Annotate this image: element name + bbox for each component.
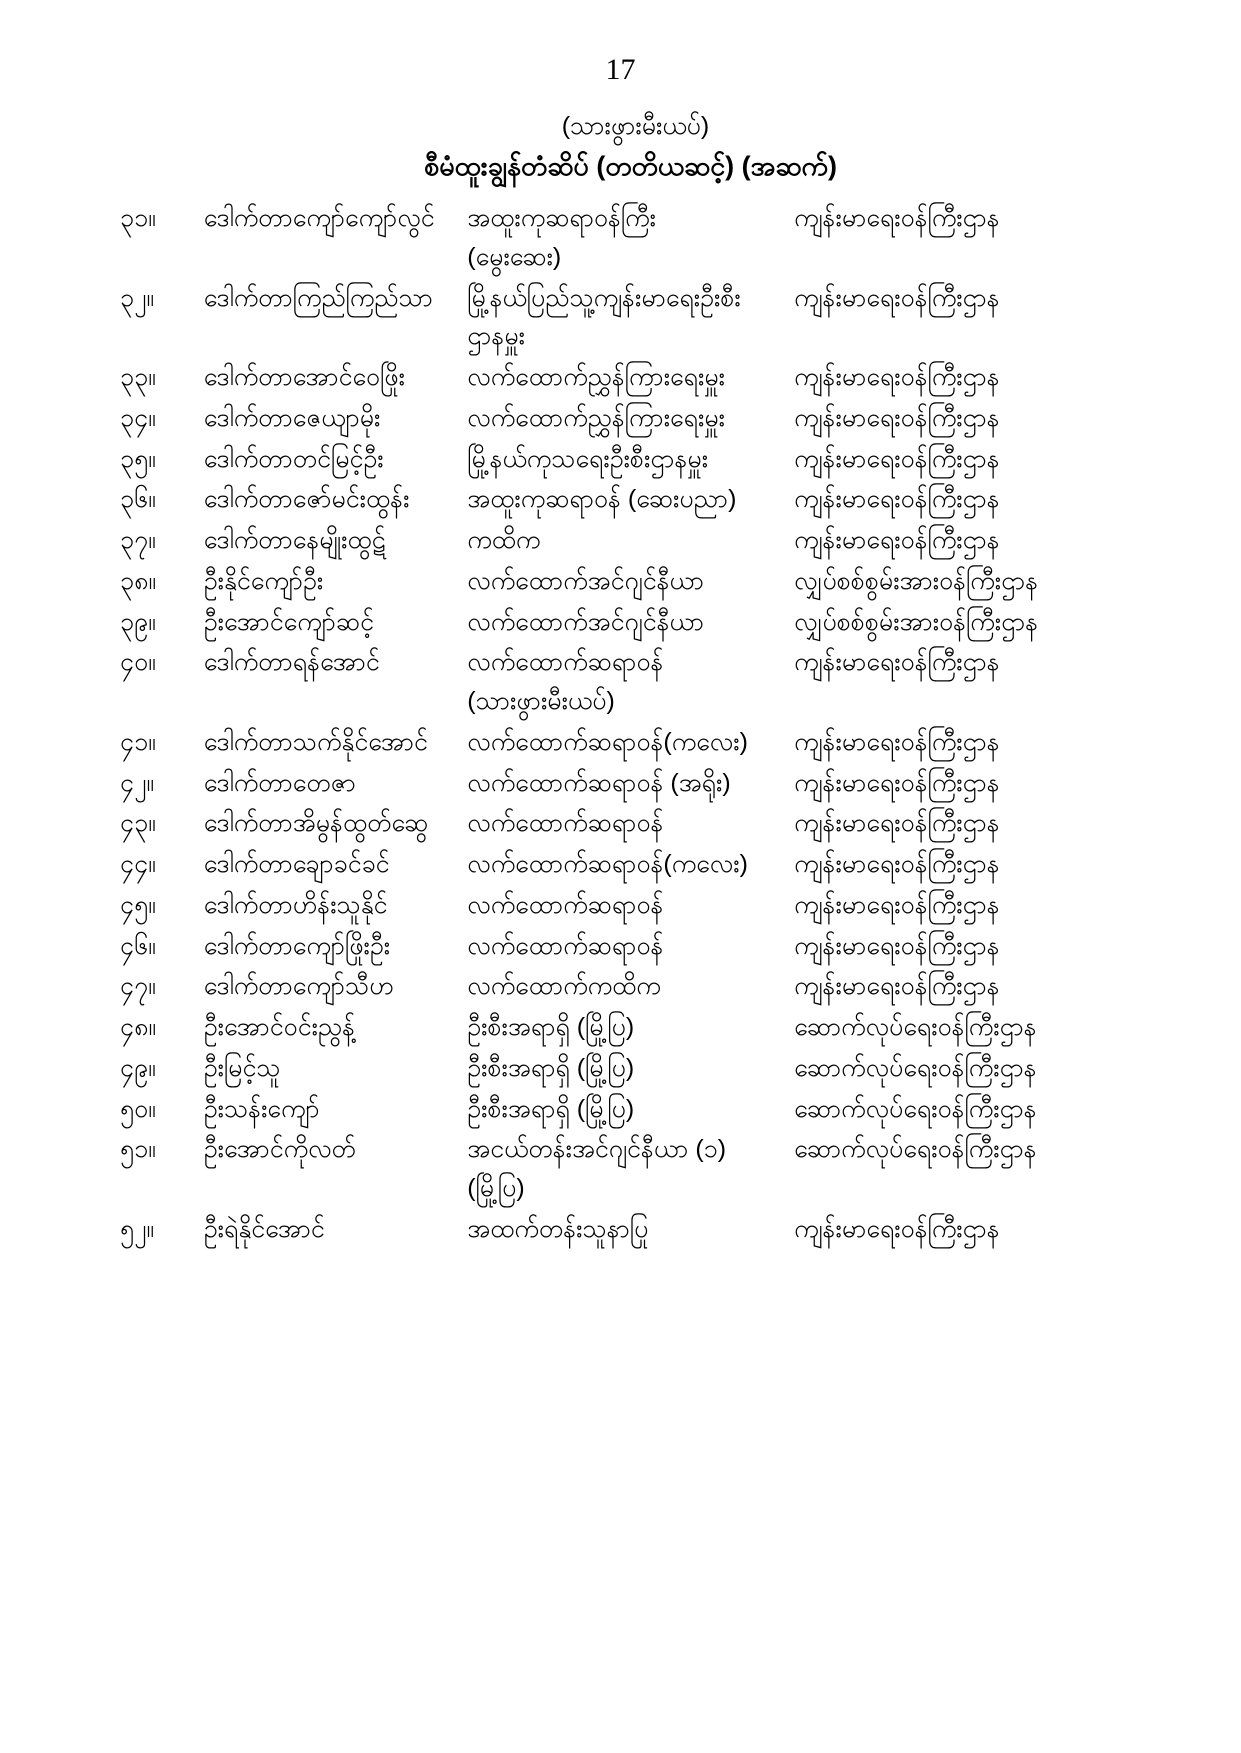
- recipient-position: [467, 278, 794, 358]
- position-line-2: (သားဖွားမီးယပ်): [467, 687, 615, 716]
- recipient-position: လက်ထောက်ဆရာဝန်: [467, 890, 664, 919]
- recipient-name: ဦးအောင်ဝင်းညွန့်: [203, 1013, 356, 1042]
- row-number: ၄၂။: [120, 768, 154, 797]
- recipient-name: ဦးအောင်ကျော်ဆင့်: [203, 607, 374, 636]
- table-row: [120, 1129, 1121, 1209]
- recipient-position: [467, 642, 794, 722]
- table-row: [120, 885, 1121, 926]
- recipient-ministry: ကျန်းမာရေးဝန်ကြီးဌာန: [794, 931, 1000, 960]
- recipient-name: ဒေါက်တာကျော်ဖြိုးဦး: [203, 931, 391, 960]
- row-number: ၄၁။: [120, 727, 156, 756]
- recipient-ministry: ကျန်းမာရေးဝန်ကြီးဌာန: [794, 444, 1000, 473]
- recipient-ministry: ကျန်းမာရေးဝန်ကြီးဌာန: [794, 890, 1000, 919]
- table-row: [120, 966, 1121, 1007]
- table-row: [120, 561, 1121, 602]
- table-row: [120, 198, 1121, 278]
- recipient-name: ဒေါက်တာတေဇာ: [203, 768, 356, 797]
- recipient-name: ဒေါက်တာအိမွန်ထွတ်ဆွေ: [203, 809, 429, 838]
- recipient-name: ဦးအောင်ကိုလတ်: [203, 1135, 356, 1164]
- recipient-ministry: ဆောက်လုပ်ရေးဝန်ကြီးဌာန: [794, 1135, 1037, 1164]
- recipient-name: ဒေါက်တာရန်အောင်: [203, 648, 380, 677]
- recipient-position: လက်ထောက်ညွှန်ကြားရေးမှူး: [467, 363, 725, 392]
- recipient-position: လက်ထောက်ဆရာဝန်: [467, 931, 664, 960]
- row-number: ၄၉။: [120, 1053, 156, 1082]
- recipient-position: လက်ထောက်ဆရာဝန် (အရိုး): [467, 768, 731, 797]
- recipient-name: ဒေါက်တာချောခင်ခင်: [203, 850, 390, 879]
- recipient-name: ဦးရဲနိုင်အောင်: [203, 1214, 325, 1243]
- table-row: [120, 278, 1121, 358]
- recipient-ministry: လျှပ်စစ်စွမ်းအားဝန်ကြီးဌာန: [794, 607, 1039, 636]
- row-number: ၅၁။: [120, 1135, 156, 1164]
- heading-note: (သားဖွားမီးယပ်): [561, 112, 710, 140]
- recipient-position: ဦးစီးအရာရှိ (မြို့ပြ): [467, 1053, 635, 1082]
- recipient-ministry: ကျန်းမာရေးဝန်ကြီးဌာန: [794, 283, 1000, 312]
- row-number: ၄၀။: [120, 648, 156, 677]
- recipient-position: လက်ထောက်အင်ဂျင်နီယာ: [467, 566, 705, 595]
- table-row: [120, 1007, 1121, 1048]
- position-line-2: ဌာနမှူး: [467, 322, 525, 351]
- recipient-name: ဒေါက်တာကြည်ကြည်သာ: [203, 283, 433, 312]
- row-number: ၄၅။: [120, 890, 156, 919]
- row-number: ၅၂။: [120, 1214, 154, 1243]
- table-row: [120, 1089, 1121, 1130]
- row-number: ၄၄။: [120, 850, 156, 879]
- award-recipients-table: [120, 198, 1121, 1250]
- table-row: [120, 439, 1121, 480]
- table-row: [120, 803, 1121, 844]
- table-row: [120, 722, 1121, 763]
- row-number: ၃၆။: [120, 485, 156, 514]
- recipient-position: လက်ထောက်ဆရာဝန်(ကလေး): [467, 727, 748, 756]
- table-row: [120, 357, 1121, 398]
- row-number: ၃၃။: [120, 363, 156, 392]
- position-line-1: မြို့နယ်ပြည်သူ့ကျန်းမာရေးဦးစီး: [467, 283, 741, 312]
- table-body: [120, 198, 1121, 1250]
- recipient-ministry: ဆောက်လုပ်ရေးဝန်ကြီးဌာန: [794, 1013, 1037, 1042]
- recipient-name: ဦးမြင့်သူ: [203, 1053, 281, 1082]
- recipient-position: မြို့နယ်ကုသရေးဦးစီးဌာနမှူး: [467, 444, 709, 473]
- recipient-ministry: ကျန်းမာရေးဝန်ကြီးဌာန: [794, 363, 1000, 392]
- table-row: [120, 1209, 1121, 1250]
- row-number: ၃၇။: [120, 526, 156, 555]
- recipient-ministry: ကျန်းမာရေးဝန်ကြီးဌာန: [794, 485, 1000, 514]
- row-number: ၅၀။: [120, 1094, 156, 1123]
- row-number: ၃၉။: [120, 607, 156, 636]
- recipient-ministry: ကျန်းမာရေးဝန်ကြီးဌာန: [794, 648, 1000, 677]
- recipient-ministry: ကျန်းမာရေးဝန်ကြီးဌာန: [794, 1214, 1000, 1243]
- position-line-1: အငယ်တန်းအင်ဂျင်နီယာ (၁): [467, 1135, 727, 1164]
- recipient-name: ဦးသန်းကျော်: [203, 1094, 320, 1123]
- recipient-position: ကထိက: [467, 526, 541, 555]
- recipient-name: ဒေါက်တာသက်နိုင်အောင်: [203, 727, 428, 756]
- recipient-ministry: ကျန်းမာရေးဝန်ကြီးဌာန: [794, 768, 1000, 797]
- row-number: ၃၂။: [120, 283, 154, 312]
- row-number: ၃၈။: [120, 566, 156, 595]
- recipient-name: ဒေါက်တာကျော်ကျော်လွင်: [203, 204, 435, 233]
- recipient-name: ဒေါက်တာနေမျိုးထွဋ်: [203, 526, 386, 555]
- recipient-position: လက်ထောက်ညွှန်ကြားရေးမှူး: [467, 403, 725, 432]
- recipient-position: လက်ထောက်အင်ဂျင်နီယာ: [467, 607, 705, 636]
- row-number: ၃၅။: [120, 444, 156, 473]
- recipient-position: လက်ထောက်ကထိက: [467, 972, 661, 1001]
- recipient-ministry: ဆောက်လုပ်ရေးဝန်ကြီးဌာန: [794, 1053, 1037, 1082]
- recipient-name: ဒေါက်တာဇော်မင်းထွန်း: [203, 485, 410, 514]
- recipient-ministry: ကျန်းမာရေးဝန်ကြီးဌာန: [794, 204, 1000, 233]
- recipient-name: ဦးနိုင်ကျော်ဦး: [203, 566, 324, 595]
- row-number: ၃၄။: [120, 403, 156, 432]
- recipient-ministry: ကျန်းမာရေးဝန်ကြီးဌာန: [794, 809, 1000, 838]
- page-number: 17: [605, 53, 636, 86]
- recipient-position: ဦးစီးအရာရှိ (မြို့ပြ): [467, 1094, 635, 1123]
- recipient-ministry: ကျန်းမာရေးဝန်ကြီးဌာန: [794, 972, 1000, 1001]
- position-line-1: အထူးကုဆရာဝန်ကြီး: [467, 204, 656, 233]
- row-number: ၄၇။: [120, 972, 156, 1001]
- recipient-ministry: လျှပ်စစ်စွမ်းအားဝန်ကြီးဌာန: [794, 566, 1039, 595]
- recipient-name: ဒေါက်တာတင်မြင့်ဦး: [203, 444, 384, 473]
- recipient-position: [467, 1129, 794, 1209]
- position-line-2: (မြို့ပြ): [467, 1174, 525, 1203]
- recipient-name: ဒေါက်တာဟိန်းသူနိုင်: [203, 890, 388, 919]
- recipient-name: ဒေါက်တာကျော်သီဟ: [203, 972, 394, 1001]
- table-row: [120, 520, 1121, 561]
- recipient-name: ဒေါက်တာဇေယျာမိုး: [203, 403, 381, 432]
- recipient-ministry: ကျန်းမာရေးဝန်ကြီးဌာန: [794, 403, 1000, 432]
- row-number: ၄၃။: [120, 809, 156, 838]
- table-row: [120, 642, 1121, 722]
- table-row: [120, 479, 1121, 520]
- position-line-2: (မွေးဆေး): [467, 242, 562, 271]
- row-number: ၄၆။: [120, 931, 156, 960]
- recipient-ministry: ကျန်းမာရေးဝန်ကြီးဌာန: [794, 526, 1000, 555]
- page-title: စီမံထူးချွန်တံဆိပ် (တတိယဆင့်) (အဆက်): [424, 150, 837, 181]
- position-line-1: လက်ထောက်ဆရာဝန်: [467, 648, 664, 677]
- table-row: [120, 1048, 1121, 1089]
- table-row: [120, 926, 1121, 967]
- row-number: ၃၁။: [120, 204, 156, 233]
- table-row: [120, 398, 1121, 439]
- recipient-ministry: ဆောက်လုပ်ရေးဝန်ကြီးဌာန: [794, 1094, 1037, 1123]
- table-row: [120, 763, 1121, 804]
- recipient-position: အထက်တန်းသူနာပြု: [467, 1214, 649, 1243]
- recipient-position: အထူးကုဆရာဝန် (ဆေးပညာ): [467, 485, 737, 514]
- row-number: ၄၈။: [120, 1013, 156, 1042]
- recipient-ministry: ကျန်းမာရေးဝန်ကြီးဌာန: [794, 727, 1000, 756]
- recipient-name: ဒေါက်တာအောင်ဝေဖြိုး: [203, 363, 405, 392]
- recipient-position: ဦးစီးအရာရှိ (မြို့ပြ): [467, 1013, 635, 1042]
- recipient-position: လက်ထောက်ဆရာဝန်: [467, 809, 664, 838]
- recipient-position: [467, 198, 794, 278]
- table-row: [120, 844, 1121, 885]
- recipient-ministry: ကျန်းမာရေးဝန်ကြီးဌာန: [794, 850, 1000, 879]
- table-row: [120, 602, 1121, 643]
- recipient-position: လက်ထောက်ဆရာဝန်(ကလေး): [467, 850, 748, 879]
